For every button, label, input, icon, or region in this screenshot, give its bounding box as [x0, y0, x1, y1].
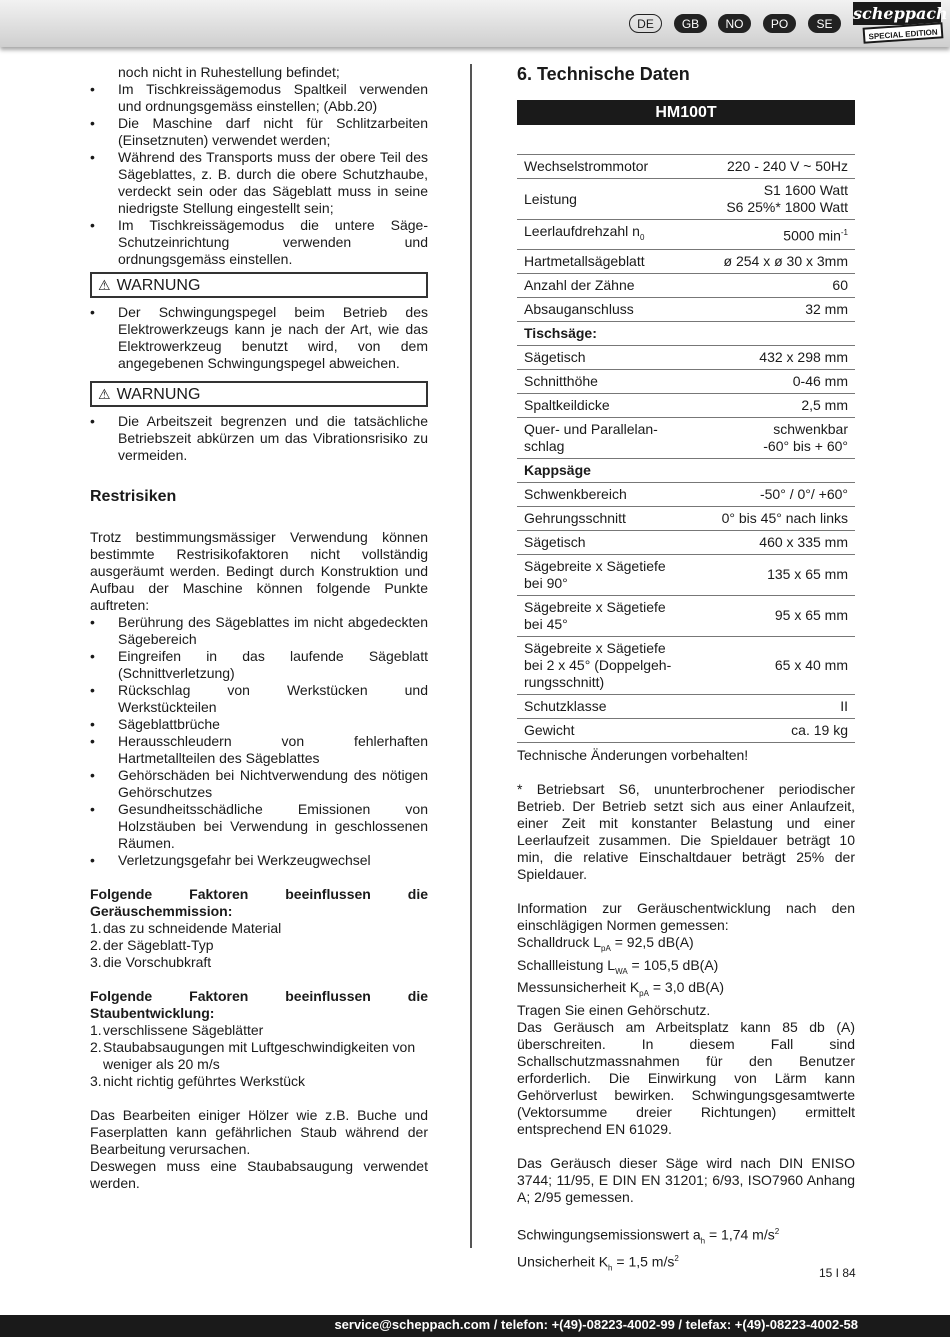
spec-label-text: Tischsäge: — [524, 324, 597, 341]
spec-label — [517, 345, 698, 369]
spec-label-subscript: 0 — [639, 232, 645, 242]
spec-label-text: Schwenkbereich — [524, 485, 627, 502]
spec-value — [698, 220, 855, 250]
spec-value-superscript: -1 — [840, 228, 848, 238]
specs-table — [517, 154, 855, 743]
spec-label-text: Sägebreite x Sägetiefe bei 90° — [524, 557, 666, 591]
spec-value — [698, 506, 855, 530]
spec-value-text: -50° / 0°/ +60° — [759, 485, 848, 502]
table-row — [517, 179, 855, 220]
spec-label — [517, 694, 698, 718]
right-column — [517, 64, 855, 1276]
spec-label — [517, 718, 698, 742]
page-number: 15 I 84 — [819, 1266, 856, 1280]
spec-value-text: 5000 min — [783, 227, 841, 244]
spec-value — [698, 718, 855, 742]
spec-label — [517, 393, 698, 417]
wood-dust-text: Das Bearbeiten einiger Hölzer wie z.B. Buche und Faserplatten kann gefährlichen Staub während der Bearbeitung verursachen. — [90, 1107, 428, 1157]
spec-label — [517, 636, 698, 694]
spec-value — [698, 595, 855, 636]
warning-triangle-icon: ⚠ — [98, 386, 111, 402]
spec-label — [517, 297, 698, 321]
spec-label-text: Absauganschluss — [524, 300, 634, 317]
spec-value-text: 32 mm — [805, 300, 848, 317]
spec-value — [698, 179, 855, 220]
noise-intro: Information zur Geräuschentwicklung nach den einschlägigen Normen gemessen: — [517, 899, 855, 933]
warning-triangle-icon: ⚠ — [98, 277, 111, 293]
table-row — [517, 155, 855, 179]
lang-de[interactable]: DE — [629, 14, 662, 33]
spec-label — [517, 506, 698, 530]
list-item — [90, 1073, 428, 1090]
logo-name: scheppach — [853, 4, 948, 23]
item-text: Staubabsaugungen mit Luftgeschwindigkeiten von weniger als 20 m/s — [103, 1039, 416, 1072]
list-item: • Berührung des Sägeblattes im nicht abgedeckten Sägebereich — [90, 614, 428, 648]
item-text: die Vorschubkraft — [103, 954, 212, 970]
item-text: das zu schneidende Material — [103, 920, 282, 936]
list-item — [90, 1039, 428, 1073]
value: = 92,5 dB(A) — [610, 933, 694, 950]
list-item: • Die Arbeitszeit begrenzen und die tatsächliche Betriebszeit abkürzen um das Vibrationsrisiko zu vermeiden. — [90, 413, 428, 464]
spec-label-text: Sägetisch — [524, 533, 586, 550]
spec-label-text: Spaltkeildicke — [524, 396, 610, 413]
list-item: noch nicht in Ruhestellung befindet; — [118, 64, 340, 80]
changes-note: Technische Änderungen vorbehalten! — [517, 746, 749, 763]
subscript: pA — [639, 989, 649, 999]
spec-label-text: Gehrungsschnitt — [524, 509, 626, 526]
spec-label — [517, 417, 698, 458]
scheppach-logo — [853, 2, 948, 44]
item-number: 2. — [90, 1039, 102, 1055]
spec-label — [517, 554, 698, 595]
spec-label — [517, 321, 698, 345]
value: = 1,74 m/s — [705, 1226, 775, 1243]
superscript: 2 — [774, 1227, 780, 1237]
lang-se[interactable]: SE — [808, 14, 841, 33]
spec-value-text: 135 x 65 mm — [767, 566, 848, 583]
noise-factors-heading: Folgende Faktoren beeinflussen die Geräuschemmission: — [90, 886, 428, 919]
spec-label-text: Sägetisch — [524, 348, 586, 365]
warning-label: WARNUNG — [116, 386, 201, 403]
spec-value — [698, 554, 855, 595]
list-item: • Der Schwingungspegel beim Betrieb des Elektrowerkzeugs kann je nach der Art, wie das Elektrowerkzeug benutzt wird, von dem angegebenen Schwingungspegel abweichen. — [90, 304, 428, 372]
table-row — [517, 595, 855, 636]
spec-value-text: ca. 19 kg — [791, 721, 848, 738]
list-item: • Gehörschäden bei Nichtverwendung des nötigen Gehörschutzes — [90, 767, 428, 801]
logo-edition: SPECIAL EDITION — [863, 22, 944, 44]
spec-value-text: 95 x 65 mm — [774, 607, 848, 624]
spec-value — [698, 482, 855, 506]
spec-value-text: 0° bis 45° nach links — [721, 509, 848, 526]
table-row — [517, 273, 855, 297]
subscript: pA — [601, 943, 611, 953]
spec-value — [698, 345, 855, 369]
spec-label-text: Sägebreite x Sägetiefe bei 2 x 45° (Doppelgeh- rungsschnitt) — [524, 639, 672, 690]
table-row — [517, 694, 855, 718]
column-divider — [470, 64, 472, 1248]
spec-value-text: S1 1600 Watt S6 25%* 1800 Watt — [726, 182, 848, 215]
table-row — [517, 506, 855, 530]
list-item — [90, 937, 428, 954]
spec-value — [698, 155, 855, 179]
din-text: Das Geräusch dieser Säge wird nach DIN ENISO 3744; 11/95, E DIN EN 31201; 6/93, ISO7960 Anhang A; 2/95 gemessen. — [517, 1155, 855, 1206]
spec-label-text: Gewicht — [524, 721, 575, 738]
item-text: nicht richtig geführtes Werkstück — [103, 1073, 306, 1089]
warning-box-1 — [90, 272, 428, 298]
item-number: 3. — [90, 1073, 102, 1089]
label: Unsicherheit K — [517, 1253, 609, 1270]
uncertainty-value — [517, 1250, 855, 1276]
warning-box-2 — [90, 381, 428, 407]
table-row — [517, 417, 855, 458]
table-section-row — [517, 458, 855, 482]
spec-label — [517, 249, 698, 273]
noise-text: Das Geräusch am Arbeitsplatz kann 85 db (A) überschreiten. In diesem Fall sind Schallschutzmassnahmen für den Benutzer erforderlich. Die Einwirkung von Lärm kann Gehörverlust bewirken. Schwingungsgesamtwerte (Vektorsumme dreier Richtungen) ermittelt entsprechend EN 61029. — [517, 1019, 855, 1138]
subscript: h — [608, 1263, 613, 1273]
spec-label — [517, 458, 698, 482]
table-row — [517, 393, 855, 417]
list-item: • Gesundheitsschädliche Emissionen von Holzstäuben bei Verwendung in geschlossenen Räumen. — [90, 801, 428, 852]
header-bar — [0, 0, 950, 47]
spec-value-text: 460 x 335 mm — [759, 533, 848, 550]
list-item — [90, 954, 428, 971]
superscript: 2 — [674, 1253, 679, 1263]
list-item: • Sägeblattbrüche — [90, 716, 428, 733]
spec-label — [517, 530, 698, 554]
spec-label — [517, 273, 698, 297]
table-row — [517, 297, 855, 321]
list-item: • Rückschlag von Werkstücken und Werkstückteilen — [90, 682, 428, 716]
spec-value — [698, 321, 855, 345]
item-number: 1. — [90, 920, 102, 936]
table-section-row — [517, 321, 855, 345]
lang-po[interactable]: PO — [763, 14, 796, 33]
spec-value-text: 65 x 40 mm — [774, 656, 848, 673]
spec-value — [698, 369, 855, 393]
lang-no[interactable]: NO — [718, 14, 751, 33]
spec-value — [698, 530, 855, 554]
section-title: 6. Technische Daten — [517, 64, 690, 84]
item-text: der Sägeblatt-Typ — [103, 937, 214, 953]
vibration-value — [517, 1223, 855, 1249]
item-number: 1. — [90, 1022, 102, 1038]
spec-label-text: Schnitthöhe — [524, 372, 598, 389]
spec-value — [698, 694, 855, 718]
lang-gb[interactable]: GB — [674, 14, 707, 33]
spec-label-text: Wechselstrommotor — [524, 158, 649, 174]
spec-label-text: Sägebreite x Sägetiefe bei 45° — [524, 598, 666, 632]
spec-value-text: 220 - 240 V ~ 50Hz — [726, 158, 848, 174]
spec-value-text: 60 — [832, 276, 848, 293]
spec-label — [517, 220, 698, 250]
spec-label-text: Anzahl der Zähne — [524, 276, 635, 293]
footer-contact: service@scheppach.com / telefon: +(49)-08223-4002-99 / telefax: +(49)-08223-4002-58 — [0, 1315, 950, 1337]
spec-label — [517, 155, 698, 179]
schallleistung — [517, 957, 855, 980]
item-text: verschlissene Sägeblätter — [103, 1022, 264, 1038]
dust-factors-heading: Folgende Faktoren beeinflussen die Staubentwicklung: — [90, 988, 428, 1021]
spec-label-text: Schutzklasse — [524, 697, 607, 714]
spec-value — [698, 249, 855, 273]
spec-value-text: 0-46 mm — [792, 372, 848, 389]
spec-label-text: Leerlaufdrehzahl n — [524, 223, 640, 239]
subscript: WA — [615, 966, 628, 976]
restrisiken-heading: Restrisiken — [90, 488, 177, 505]
s6-note: * Betriebsart S6, ununterbrochener periodischer Betrieb. Der Betrieb setzt sich aus einer Anlaufzeit, einer Zeit mit konstanter Belastung und einer Leerlaufzeit zusammen. Die Spieldauer beträgt 10 min, die relative Einschaltdauer beträgt 25% der Spieldauer. — [517, 780, 855, 882]
warning-label: WARNUNG — [116, 277, 201, 294]
subscript: h — [700, 1236, 706, 1246]
item-number: 2. — [90, 937, 102, 953]
list-item: • Eingreifen in das laufende Sägeblatt (Schnittverletzung) — [90, 648, 428, 682]
spec-label — [517, 179, 698, 220]
spec-value-text: II — [840, 697, 848, 714]
label: Schallleistung L — [517, 956, 616, 973]
table-row — [517, 369, 855, 393]
list-item: • Die Maschine darf nicht für Schlitzarbeiten (Einsetznuten) verwendet werden; — [90, 115, 428, 149]
spec-value — [698, 417, 855, 458]
messunsicherheit — [517, 979, 855, 1002]
table-row — [517, 718, 855, 742]
list-item: • Während des Transports muss der obere Teil des Sägeblattes, z. B. durch die obere Schutzhaube, verdeckt sein oder das Sägeblatt muss in seine niedrigste Stellung eingestellt sein; — [90, 149, 428, 217]
spec-value-text: 2,5 mm — [801, 396, 848, 413]
list-item — [90, 1022, 428, 1039]
label: Schwingungsemissionswert a — [517, 1226, 701, 1243]
list-item: • Im Tischkreissägemodus die untere Säge-Schutzeinrichtung verwenden und ordnungsgemäss einstellen. — [90, 217, 428, 268]
extraction-text: Deswegen muss eine Staubabsaugung verwendet werden. — [90, 1158, 428, 1191]
model-banner: HM100T — [517, 100, 855, 125]
gehoerschutz: Tragen Sie einen Gehörschutz. — [517, 1002, 711, 1019]
list-item: • Herausschleudern von fehlerhaften Hartmetallteilen des Sägeblattes — [90, 733, 428, 767]
label: Messunsicherheit K — [517, 979, 640, 996]
table-row — [517, 554, 855, 595]
spec-value — [698, 636, 855, 694]
restrisiken-text: Trotz bestimmungsmässiger Verwendung können bestimmte Restrisikofaktoren nicht vollständig ausgeräumt werden. Bedingt durch Konstruktion und Aufbau der Maschine können folgende Punkte auftreten: — [90, 529, 428, 613]
spec-label-text: Kappsäge — [524, 461, 591, 478]
table-row — [517, 482, 855, 506]
table-row — [517, 220, 855, 250]
value: = 105,5 dB(A) — [627, 956, 719, 973]
label: Schalldruck L — [517, 933, 602, 950]
spec-label — [517, 369, 698, 393]
item-number: 3. — [90, 954, 102, 970]
spec-value — [698, 393, 855, 417]
value: = 1,5 m/s — [612, 1253, 675, 1270]
spec-label-text: Quer- und Parallelan- schlag — [524, 420, 658, 454]
table-row — [517, 345, 855, 369]
spec-label — [517, 482, 698, 506]
spec-label-text: Leistung — [524, 190, 577, 207]
spec-label — [517, 595, 698, 636]
spec-value — [698, 273, 855, 297]
table-row — [517, 530, 855, 554]
spec-value — [698, 297, 855, 321]
table-row — [517, 636, 855, 694]
table-row — [517, 249, 855, 273]
list-item: • Im Tischkreissägemodus Spaltkeil verwenden und ordnungsgemäss einstellen; (Abb.20) — [90, 81, 428, 115]
list-item — [90, 920, 428, 937]
value: = 3,0 dB(A) — [648, 979, 725, 996]
spec-label-text: Hartmetallsägeblatt — [524, 252, 645, 269]
schalldruck — [517, 934, 855, 957]
spec-value-text: schwenkbar -60° bis + 60° — [763, 420, 848, 454]
list-item: • Verletzungsgefahr bei Werkzeugwechsel — [90, 852, 428, 869]
spec-value-text: ø 254 x ø 30 x 3mm — [723, 252, 848, 269]
left-column — [90, 64, 428, 1192]
spec-value — [698, 458, 855, 482]
spec-value-text: 432 x 298 mm — [759, 348, 848, 365]
